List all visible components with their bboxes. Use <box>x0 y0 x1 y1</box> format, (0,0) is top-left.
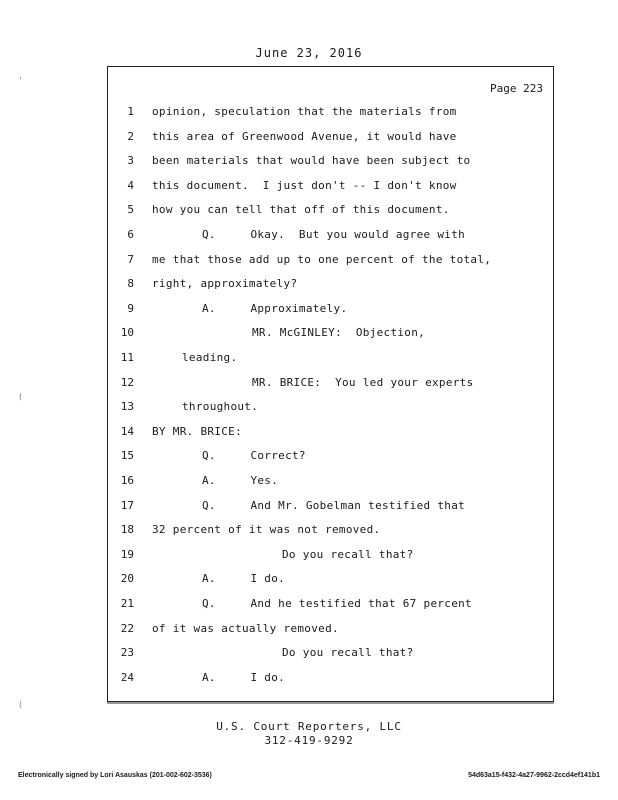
line-text: A. I do. <box>202 572 286 586</box>
line-text: Q. Okay. But you would agree with <box>202 228 466 241</box>
transcript-line <box>112 518 550 542</box>
line-text: throughout. <box>182 400 259 414</box>
line-number: 5 <box>127 203 134 217</box>
line-number: 8 <box>127 277 134 291</box>
line-text: A. Yes. <box>202 474 279 487</box>
line-text: opinion, speculation that the materials from <box>152 105 457 118</box>
transcript-date: June 23, 2016 <box>255 46 363 60</box>
transcript-line <box>112 617 550 641</box>
transcript-line <box>112 223 550 247</box>
line-text: MR. McGINLEY: Objection, <box>252 326 426 340</box>
line-text: me that those add up to one percent of the total, <box>152 252 492 266</box>
line-number: 16 <box>120 474 134 487</box>
line-number: 10 <box>120 326 134 340</box>
transcript-line <box>112 543 550 567</box>
line-text: of it was actually removed. <box>152 621 339 635</box>
transcript-line <box>112 371 550 395</box>
transcript-line <box>112 272 550 296</box>
transcript-line <box>112 198 550 222</box>
line-number: 18 <box>120 523 134 537</box>
transcript-line <box>112 567 550 591</box>
court-reporter-phone: 312-419-9292 <box>264 734 354 747</box>
line-text: Q. And he testified that 67 percent <box>202 597 472 610</box>
page-number: Page 223 <box>490 82 543 95</box>
line-text: BY MR. BRICE: <box>152 424 242 438</box>
line-number: 24 <box>120 670 134 684</box>
transcript-line <box>112 248 550 272</box>
line-text: MR. BRICE: You led your experts <box>252 375 474 389</box>
line-number: 19 <box>120 547 134 561</box>
line-number: 14 <box>120 424 134 438</box>
line-number: 1 <box>127 105 134 118</box>
line-number: 9 <box>127 301 134 315</box>
line-number: 21 <box>120 597 134 610</box>
transcript-line <box>112 666 550 690</box>
line-text: this area of Greenwood Avenue, it would have <box>152 129 457 143</box>
line-text: this document. I just don't -- I don't know <box>152 178 457 192</box>
line-number: 6 <box>127 228 134 241</box>
line-number: 20 <box>120 572 134 586</box>
transcript-line <box>112 125 550 149</box>
line-number: 12 <box>120 375 134 389</box>
line-text: Do you recall that? <box>282 646 414 660</box>
scan-mark: ( <box>18 700 23 709</box>
transcript-line <box>112 321 550 345</box>
transcript-line <box>112 100 550 124</box>
line-number: 22 <box>120 621 134 635</box>
line-text: A. Approximately. <box>202 301 348 315</box>
line-number: 13 <box>120 400 134 414</box>
line-text: 32 percent of it was not removed. <box>152 523 381 537</box>
scan-mark: ' <box>18 76 23 85</box>
line-text: A. I do. <box>202 670 286 684</box>
transcript-line <box>112 641 550 665</box>
line-number: 2 <box>127 129 134 143</box>
line-text: leading. <box>182 351 238 364</box>
line-number: 3 <box>127 154 134 168</box>
transcript-line <box>112 346 550 370</box>
transcript-line <box>112 420 550 444</box>
line-number: 23 <box>120 646 134 660</box>
transcript-line <box>112 494 550 518</box>
line-text: Do you recall that? <box>282 547 414 561</box>
line-number: 17 <box>120 498 134 512</box>
line-text: right, approximately? <box>152 277 298 291</box>
transcript-line <box>112 444 550 468</box>
frame-shadow <box>107 702 554 704</box>
line-text: Q. Correct? <box>202 449 306 463</box>
line-number: 7 <box>127 252 134 266</box>
document-hash: 54d63a15-f432-4a27-9962-2ccd4ef141b1 <box>468 772 600 779</box>
line-number: 11 <box>120 351 134 364</box>
line-text: been materials that would have been subject to <box>152 154 471 168</box>
line-text: how you can tell that off of this document. <box>152 203 450 217</box>
transcript-line <box>112 149 550 173</box>
court-reporter-name: U.S. Court Reporters, LLC <box>216 720 402 733</box>
scan-mark: ( <box>18 392 23 401</box>
transcript-line <box>112 592 550 616</box>
electronic-signature: Electronically signed by Lori Asauskas (201-002-602-3536) <box>18 772 212 779</box>
line-number: 15 <box>120 449 134 463</box>
line-text: Q. And Mr. Gobelman testified that <box>202 498 466 512</box>
transcript-line <box>112 395 550 419</box>
transcript-line <box>112 174 550 198</box>
line-number: 4 <box>127 178 134 192</box>
transcript-line <box>112 469 550 493</box>
transcript-line <box>112 297 550 321</box>
